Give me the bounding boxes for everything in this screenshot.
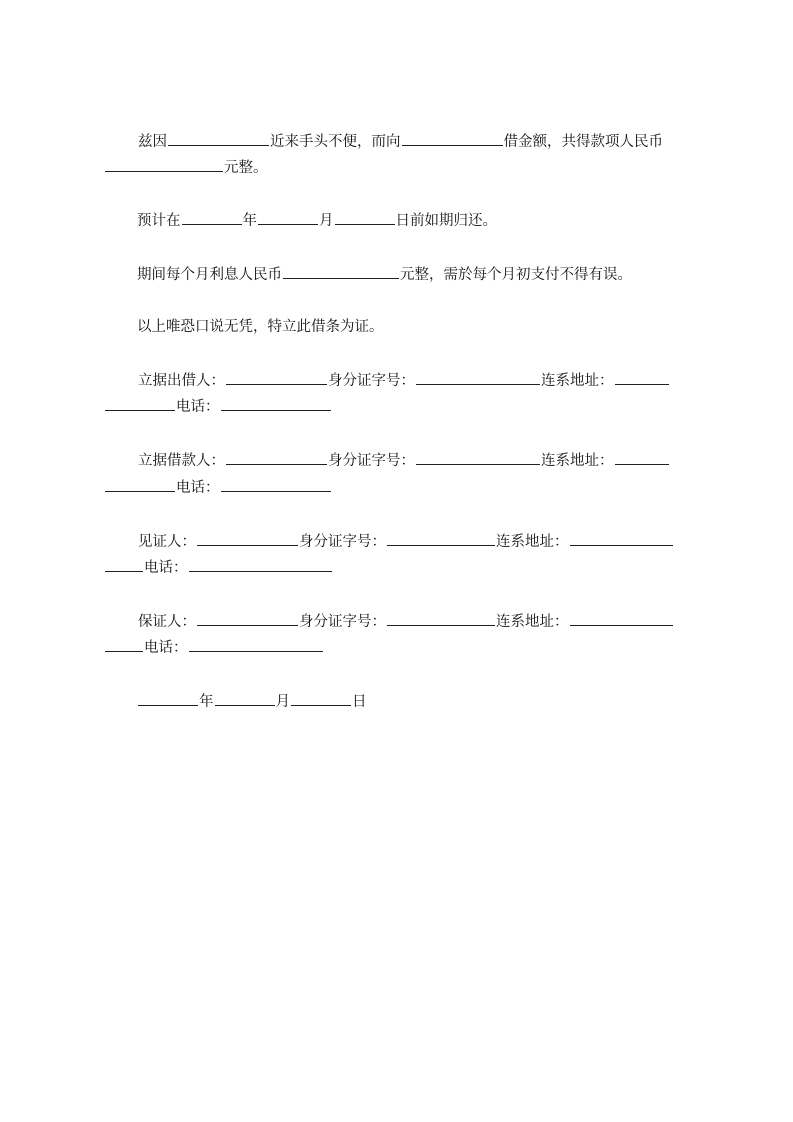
blank-witness-phone[interactable] xyxy=(189,557,332,572)
blank-guarantor-id[interactable] xyxy=(387,611,495,626)
blank-sign-day[interactable] xyxy=(291,691,351,706)
witness-address-label: 连系地址： xyxy=(496,534,569,550)
blank-guarantor-phone[interactable] xyxy=(189,637,323,652)
blank-witness-address[interactable] xyxy=(570,531,673,546)
text-sign-day: 日 xyxy=(352,694,367,710)
borrower-phone-label: 电话： xyxy=(176,480,220,496)
text-reason-prefix: 兹因 xyxy=(138,134,167,150)
witness-label: 见证人： xyxy=(138,534,196,550)
text-amount-suffix: 元整。 xyxy=(224,160,268,176)
paragraph-interest xyxy=(137,264,632,284)
borrower-id-label: 身分证字号： xyxy=(328,453,415,469)
text-sign-month: 月 xyxy=(275,694,290,710)
guarantor-line-1 xyxy=(138,611,674,631)
text-repay-year: 年 xyxy=(242,213,257,229)
blank-lender-name[interactable] xyxy=(402,131,503,146)
text-interest-prefix: 期间每个月利息人民币 xyxy=(137,267,282,283)
blank-interest-amount[interactable] xyxy=(283,264,399,279)
text-reason-amount-label: 借金额，共得款项人民币 xyxy=(503,134,663,150)
guarantor-address-label: 连系地址： xyxy=(496,614,569,630)
blank-loan-amount[interactable] xyxy=(105,157,223,172)
blank-borrower-address[interactable] xyxy=(615,450,669,465)
paragraph-repayment-date xyxy=(137,210,497,230)
blank-witness-address-cont[interactable] xyxy=(105,557,143,572)
blank-borrower-phone[interactable] xyxy=(221,477,331,492)
text-repay-prefix: 预计在 xyxy=(137,213,181,229)
blank-borrower-address-cont[interactable] xyxy=(105,477,175,492)
lender-phone-label: 电话： xyxy=(176,399,220,415)
text-statement: 以上唯恐口说无凭，特立此借条为证。 xyxy=(137,319,384,335)
guarantor-line-2 xyxy=(104,637,324,657)
blank-lender-phone[interactable] xyxy=(221,396,331,411)
blank-guarantor-address-cont[interactable] xyxy=(105,637,143,652)
borrower-line-1 xyxy=(138,450,670,470)
text-repay-suffix: 日前如期归还。 xyxy=(395,213,497,229)
guarantor-phone-label: 电话： xyxy=(144,640,188,656)
witness-line-1 xyxy=(138,531,674,551)
blank-lender-address[interactable] xyxy=(615,370,669,385)
borrower-address-label: 连系地址： xyxy=(541,453,614,469)
witness-id-label: 身分证字号： xyxy=(299,534,386,550)
blank-borrower-signature[interactable] xyxy=(226,450,327,465)
blank-repay-year[interactable] xyxy=(182,210,242,225)
text-interest-suffix: 元整，需於每个月初支付不得有误。 xyxy=(400,267,632,283)
signing-date xyxy=(137,691,367,711)
blank-repay-month[interactable] xyxy=(258,210,318,225)
borrower-label: 立据借款人： xyxy=(138,453,225,469)
blank-borrower-id[interactable] xyxy=(416,450,540,465)
borrower-line-2 xyxy=(104,477,332,497)
text-reason-middle: 近来手头不便，而向 xyxy=(270,134,401,150)
lender-label: 立据出借人： xyxy=(138,373,225,389)
lender-address-label: 连系地址： xyxy=(541,373,614,389)
blank-borrower-name[interactable] xyxy=(168,131,269,146)
blank-witness-id[interactable] xyxy=(387,531,495,546)
witness-line-2 xyxy=(104,557,333,577)
paragraph-statement xyxy=(137,317,384,337)
blank-lender-address-cont[interactable] xyxy=(105,396,175,411)
blank-lender-signature[interactable] xyxy=(226,370,327,385)
lender-line-2 xyxy=(104,396,332,416)
blank-witness-signature[interactable] xyxy=(197,531,298,546)
paragraph-reason-line-2 xyxy=(104,157,268,177)
blank-guarantor-signature[interactable] xyxy=(197,611,298,626)
blank-guarantor-address[interactable] xyxy=(570,611,673,626)
guarantor-label: 保证人： xyxy=(138,614,196,630)
paragraph-reason-line-1 xyxy=(138,131,663,151)
lender-line-1 xyxy=(138,370,670,390)
witness-phone-label: 电话： xyxy=(144,560,188,576)
blank-sign-month[interactable] xyxy=(215,691,275,706)
lender-id-label: 身分证字号： xyxy=(328,373,415,389)
blank-lender-id[interactable] xyxy=(416,370,540,385)
blank-repay-day[interactable] xyxy=(335,210,395,225)
blank-sign-year[interactable] xyxy=(138,691,198,706)
guarantor-id-label: 身分证字号： xyxy=(299,614,386,630)
text-sign-year: 年 xyxy=(199,694,214,710)
text-repay-month: 月 xyxy=(319,213,334,229)
